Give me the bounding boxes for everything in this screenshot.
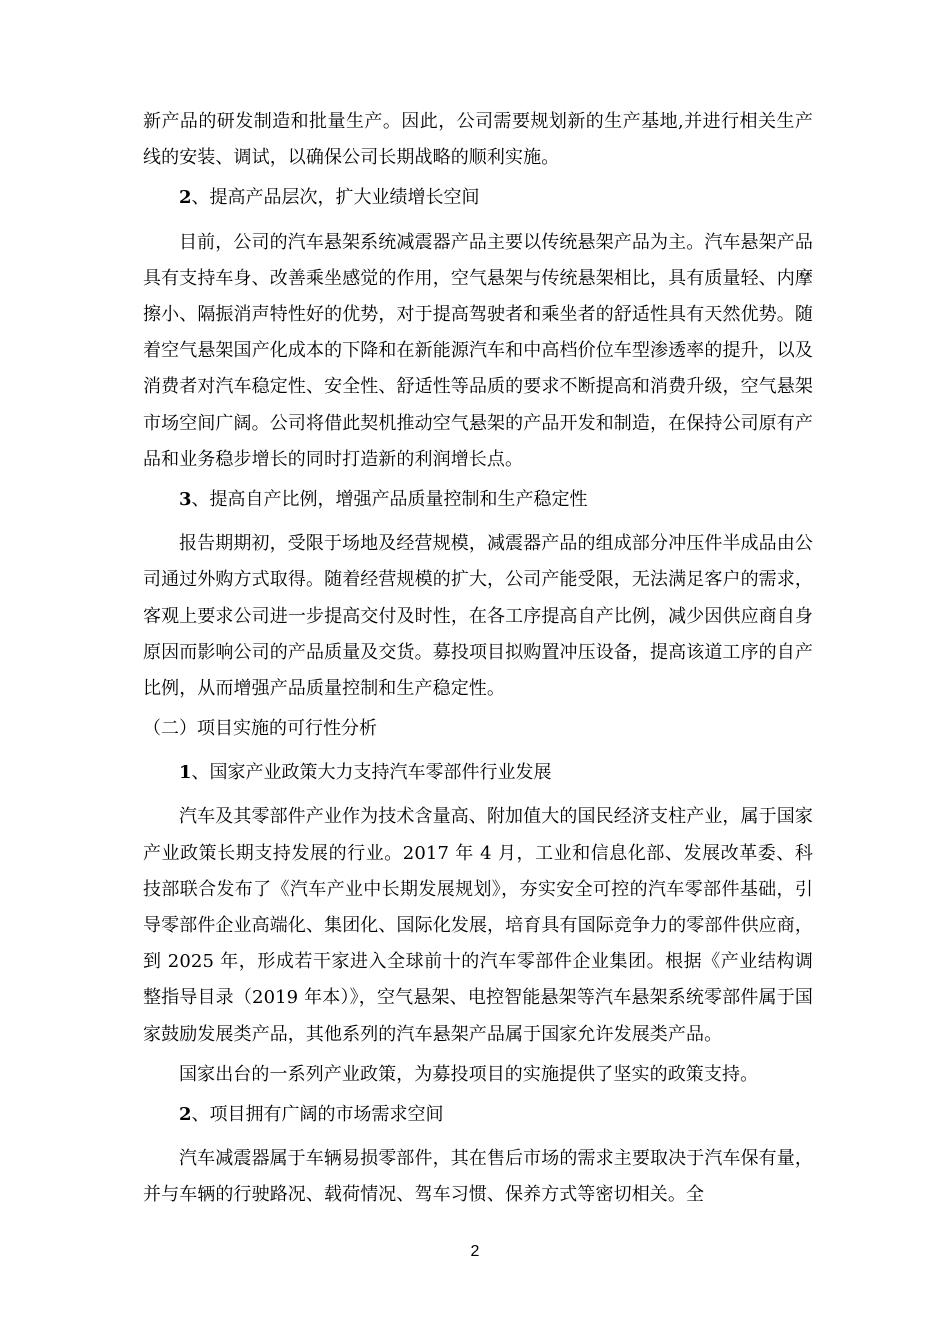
document-body (143, 104, 813, 1218)
subheading-text: 、提高自产比例，增强产品质量控制和生产稳定性 (191, 489, 588, 511)
subheading-market-demand (143, 1097, 813, 1133)
subheading-raise-product-level (143, 180, 813, 216)
paragraph-air-suspension: 目前，公司的汽车悬架系统减震器产品主要以传统悬架产品为主。汽车悬架产品具有支持车身、改善乘坐感觉的作用，空气悬架与传统悬架相比，具有质量轻、内摩擦小、隔振消声特性好的优势，对于提高驾驶者和乘坐者的舒适性具有天然优势。随着空气悬架国产化成本的下降和在新能源汽车和中高档价位车型渗透率的提升，以及消费者对汽车稳定性、安全性、舒适性等品质的要求不断提高和消费升级，空气悬架市场空间广阔。公司将借此契机推动空气悬架的产品开发和制造，在保持公司原有产品和业务稳步增长的同时打造新的利润增长点。 (143, 231, 813, 470)
subheading-number: 2 (179, 187, 192, 209)
paragraph-stamping: 报告期期初，受限于场地及经营规模，减震器产品的组成部分冲压件半成品由公司通过外购方式取得。随着经营规模的扩大，公司产能受限，无法满足客户的需求，客观上要求公司进一步提高交付及时性，在各工序提高自产比例，减少因供应商自身原因而影响公司的产品质量及交货。募投项目拟购置冲压设备，提高该道工序的自产比例，从而增强产品质量控制和生产稳定性。 (143, 533, 813, 700)
subheading-industry-policy (143, 755, 813, 791)
paragraph-continuation: 新产品的研发制造和批量生产。因此，公司需要规划新的生产基地,并进行相关生产线的安装、调试，以确保公司长期战略的顺利实施。 (143, 111, 813, 169)
section-title-feasibility: （二）项目实施的可行性分析 (143, 718, 377, 740)
subheading-text: 、项目拥有广阔的市场需求空间 (191, 1104, 444, 1126)
subheading-number: 3 (179, 489, 192, 511)
subheading-text: 、提高产品层次，扩大业绩增长空间 (191, 187, 480, 209)
subheading-number: 1 (179, 762, 192, 784)
paragraph-policy: 汽车及其零部件产业作为技术含量高、附加值大的国民经济支柱产业，属于国家产业政策长期支持发展的行业。2017 年 4 月，工业和信息化部、发展改革委、科技部联合发布了《汽车产业中长期发展规划》，夯实安全可控的汽车零部件基础，引导零部件企业高端化、集团化、国际化发展，培育具有国际竞争力的零部件供应商，到 2025 年，形成若干家进入全球前十的汽车零部件企业集团。根据《产业结构调整指导目录（2019 年本）》，空气悬架、电控智能悬架等汽车悬架系统零部件属于国家鼓励发展类产品，其他系列的汽车悬架产品属于国家允许发展类产品。 (143, 806, 813, 1045)
subheading-self-production (143, 482, 813, 518)
subheading-text: 、国家产业政策大力支持汽车零部件行业发展 (191, 762, 552, 784)
paragraph-market: 汽车减震器属于车辆易损零部件，其在售后市场的需求主要取决于汽车保有量，并与车辆的行驶路况、载荷情况、驾车习惯、保养方式等密切相关。全 (143, 1148, 813, 1206)
paragraph-policy-support: 国家出台的一系列产业政策，为募投项目的实施提供了坚实的政策支持。 (179, 1063, 759, 1085)
subheading-number: 2 (179, 1104, 192, 1126)
page-number: 2 (470, 1243, 480, 1260)
